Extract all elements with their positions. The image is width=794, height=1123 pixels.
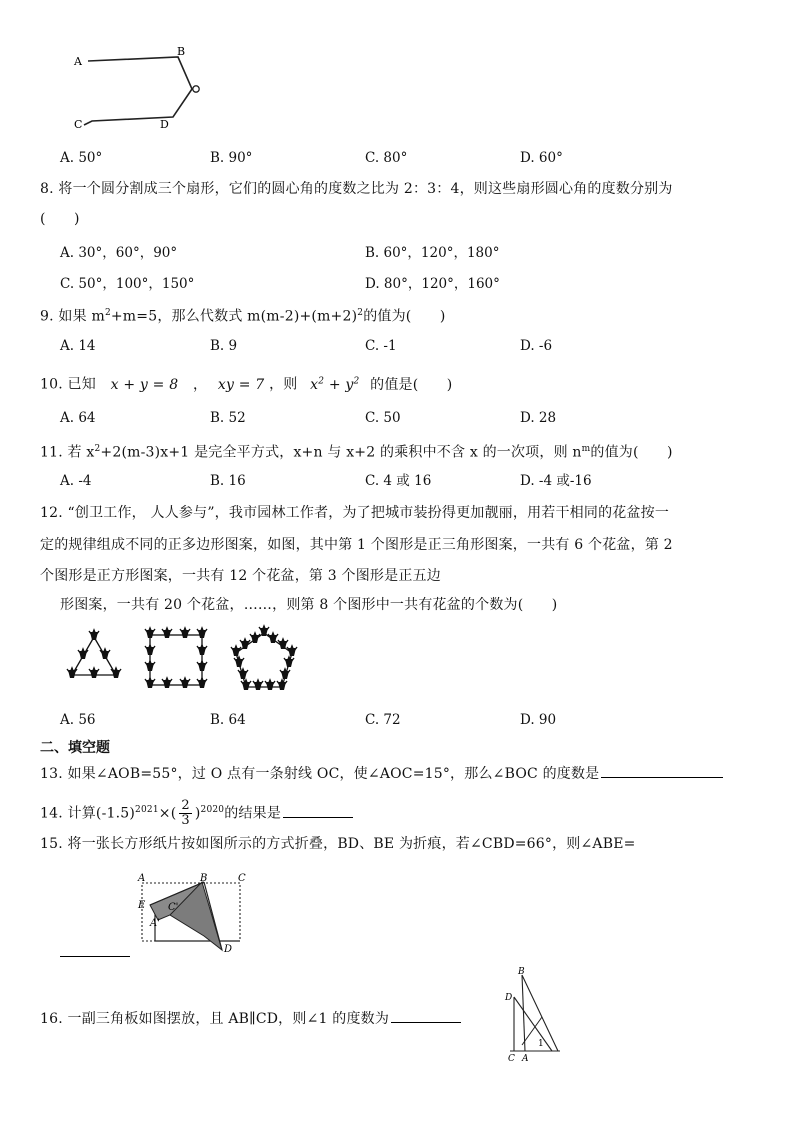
q11-option-d: D. -4 或-16 — [520, 473, 592, 489]
q9-option-b: B. 9 — [210, 338, 238, 354]
q8-option-c: C. 50°，100°，150° — [60, 276, 195, 292]
q15-label-c: C — [238, 873, 246, 884]
q8-line1: 8. 将一个圆分割成三个扇形，它们的圆心角的度数之比为 2：3：4，则这些扇形圆心角的度数分别为 — [40, 181, 673, 197]
q15-label-a-prime: A' — [150, 918, 160, 929]
q8-option-a: A. 30°，60°，90° — [60, 245, 178, 261]
q13-answer-blank[interactable] — [601, 765, 723, 778]
q15-question: 15. 将一张长方形纸片按如图所示的方式折叠，BD、BE 为折痕，若∠CBD=66°，则∠ABE= — [40, 836, 636, 852]
q16-label-a: A — [522, 1054, 529, 1064]
q10-option-c: C. 50 — [365, 410, 401, 426]
q12-option-b: B. 64 — [210, 712, 246, 728]
q12-pentagon-pattern — [231, 626, 297, 690]
q12-flowerpot-figures — [60, 625, 300, 700]
q9-option-c: C. -1 — [365, 338, 397, 354]
q7-option-d: D. 60° — [520, 150, 563, 166]
q16-label-c: C — [508, 1054, 515, 1064]
q13-question: 13. 如果∠AOB=55°，过 O 点有一条射线 OC，使∠AOC=15°，那么∠BOC 的度数是 — [40, 765, 723, 782]
q15-label-e: E — [138, 900, 146, 911]
q8-option-d: D. 80°，120°，160° — [365, 276, 500, 292]
q12-line3: 个图形是正方形图案，一共有 12 个花盆，第 3 个图形是正五边 — [40, 568, 441, 584]
q15-label-b: B — [200, 873, 208, 884]
q11-question: 11. 若 $x^2+2(m-3)x+1$ 是完全平方式，x+n 与 x+2 的乘积中不含 x 的一次项，则 $n^m$的值为( ) — [40, 444, 673, 461]
q12-line1: 12. “创卫工作， 人人参与”，我市园林工作者，为了把城市装扮得更加靓丽，用若干相同的花盆按一 — [40, 505, 670, 521]
q12-line4: 形图案，一共有 20 个花盆，……，则第 8 个图形中一共有花盆的个数为( ) — [60, 597, 558, 613]
q7-label-b: B — [177, 45, 186, 58]
q16-label-b: B — [518, 967, 525, 977]
q7-label-c: C — [74, 118, 83, 131]
q15-label-c-prime: C' — [168, 902, 179, 913]
q14-question: 14. 计算$(-1.5)^{2021}\times$( $\frac{2}{3}$ )$^{2020}$的结果是 — [40, 795, 353, 829]
q11-option-a: A. -4 — [60, 473, 92, 489]
q16-label-angle-1: 1 — [538, 1039, 544, 1049]
q15-fold-figure — [130, 870, 260, 955]
q11-option-c: C. 4 或 16 — [365, 473, 432, 489]
q7-figure — [70, 45, 210, 135]
q16-question: 16. 一副三角板如图摆放，且 AB∥CD，则∠1 的度数为 — [40, 1010, 461, 1027]
q8-option-b: B. 60°，120°，180° — [365, 245, 500, 261]
q10-question: 10. 已知 x + y = 8 ， xy = 7 ，则 $x^2 + y^2$ 的值是( ) — [40, 376, 453, 393]
q7-option-b: B. 90° — [210, 150, 253, 166]
q12-square-pattern — [145, 628, 207, 688]
q9-option-d: D. -6 — [520, 338, 553, 354]
q12-option-c: C. 72 — [365, 712, 401, 728]
q7-label-a: A — [74, 55, 82, 68]
q15-label-a: A — [138, 873, 146, 884]
q12-line2: 定的规律组成不同的正多边形图案，如图，其中第 1 个图形是正三角形图案，一共有 6 个花盆，第 2 — [40, 537, 673, 553]
q16-answer-blank[interactable] — [391, 1010, 461, 1023]
q12-option-d: D. 90 — [520, 712, 557, 728]
q12-triangle-pattern — [67, 630, 121, 678]
q9-option-a: A. 14 — [60, 338, 96, 354]
q16-triangles-figure — [500, 965, 570, 1065]
q10-option-b: B. 52 — [210, 410, 246, 426]
q12-option-a: A. 56 — [60, 712, 96, 728]
q15-label-d: D — [224, 944, 233, 955]
q16-label-d: D — [505, 993, 513, 1003]
q7-option-a: A. 50° — [60, 150, 103, 166]
q9-question: 9. 如果 $m^2+m=5$，那么代数式 $m(m-2)+(m+2)^2$的值为( ) — [40, 308, 446, 325]
q8-line2: ( ) — [40, 211, 80, 227]
q14-answer-blank[interactable] — [283, 805, 353, 818]
q10-option-a: A. 64 — [60, 410, 96, 426]
section-title-fill-in: 二、填空题 — [40, 740, 110, 756]
q15-answer-blank[interactable] — [60, 944, 130, 957]
q7-label-d: D — [160, 118, 169, 131]
q10-option-d: D. 28 — [520, 410, 557, 426]
q11-option-b: B. 16 — [210, 473, 246, 489]
q7-option-c: C. 80° — [365, 150, 408, 166]
